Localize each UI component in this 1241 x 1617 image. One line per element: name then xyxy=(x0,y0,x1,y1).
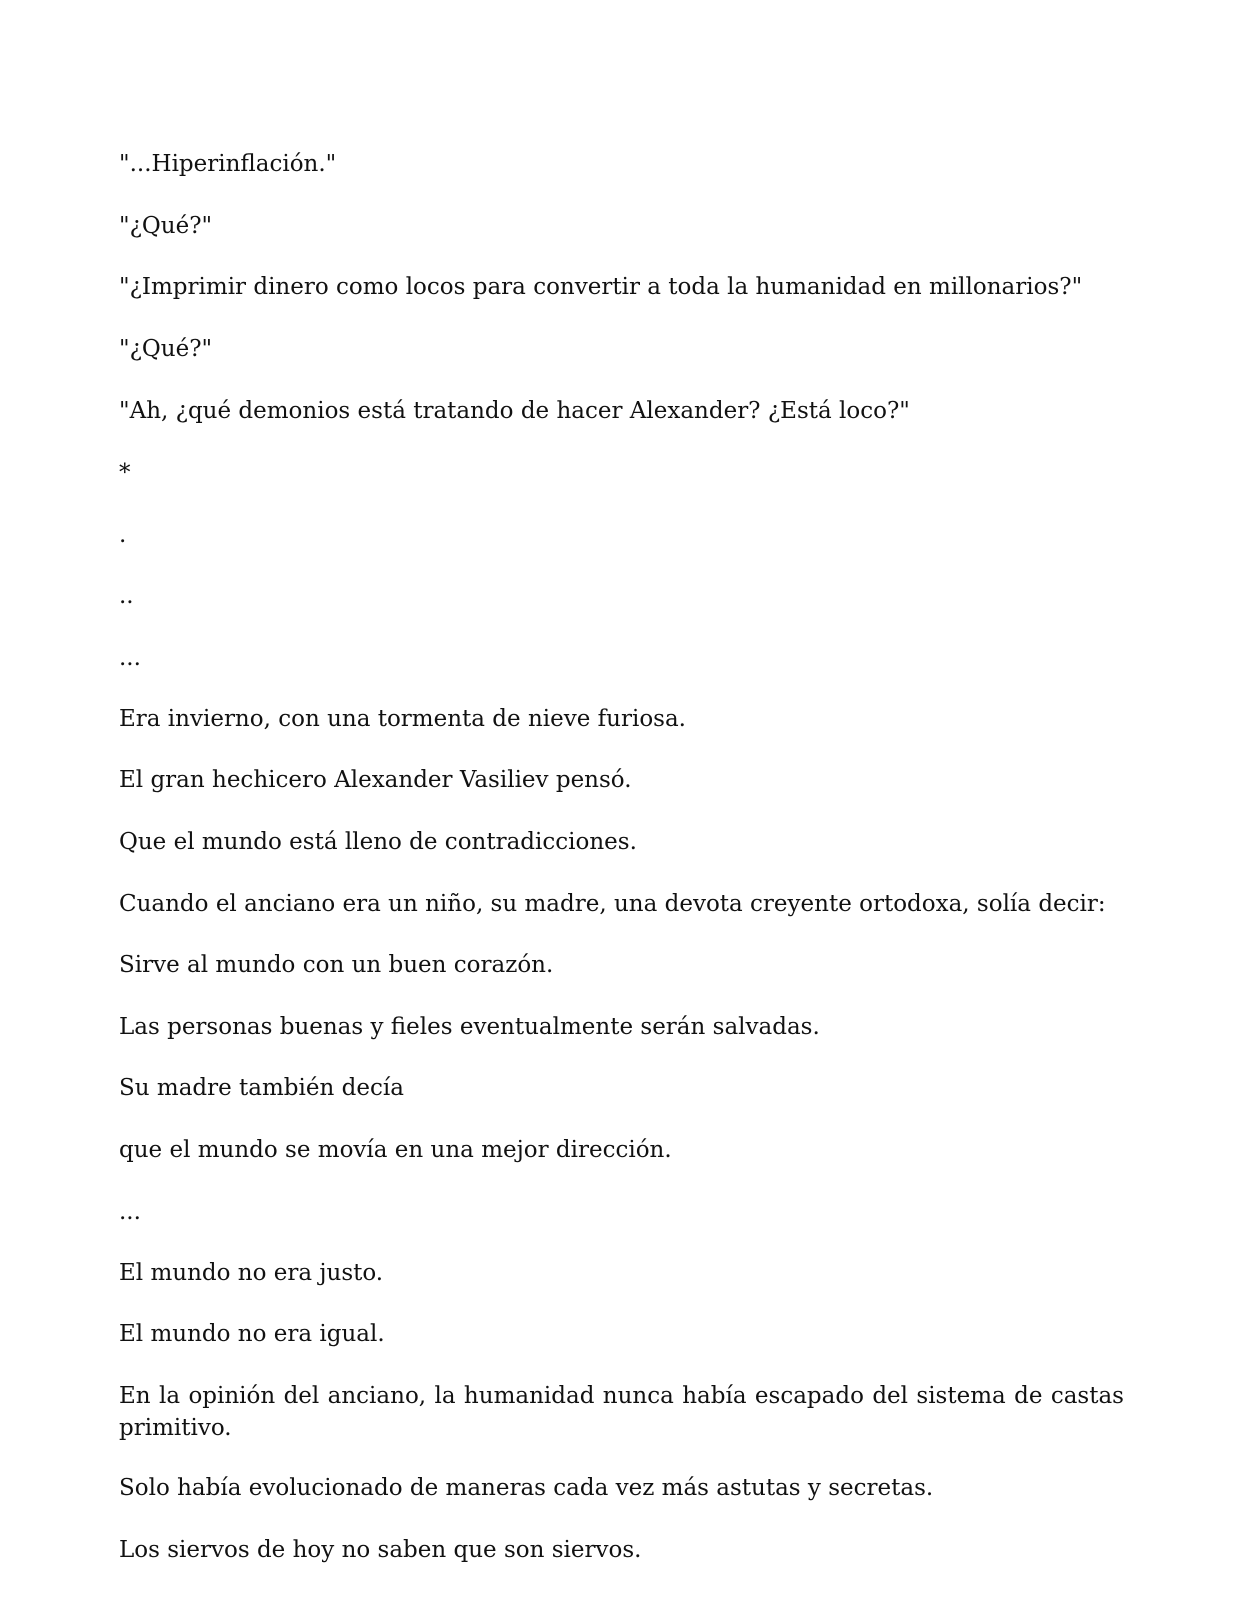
ellipsis-line: . xyxy=(119,522,127,548)
paragraph: "¿Qué?" xyxy=(119,213,213,239)
paragraph: El mundo no era igual. xyxy=(119,1321,385,1347)
paragraph: Su madre también decía xyxy=(119,1075,404,1101)
ellipsis-line: .. xyxy=(119,583,134,609)
paragraph: "...Hiperinflación." xyxy=(119,151,337,177)
ellipsis-line: ... xyxy=(119,645,141,671)
paragraph: Que el mundo está lleno de contradicciones. xyxy=(119,829,637,855)
paragraph: Solo había evolucionado de maneras cada vez más astutas y secretas. xyxy=(119,1475,934,1501)
paragraph: Cuando el anciano era un niño, su madre, una devota creyente ortodoxa, solía decir: xyxy=(119,891,1106,917)
paragraph: Era invierno, con una tormenta de nieve furiosa. xyxy=(119,706,686,732)
paragraph: Las personas buenas y fieles eventualmente serán salvadas. xyxy=(119,1014,820,1040)
paragraph: El mundo no era justo. xyxy=(119,1260,384,1286)
paragraph: El gran hechicero Alexander Vasiliev pensó. xyxy=(119,767,632,793)
paragraph: que el mundo se movía en una mejor dirección. xyxy=(119,1137,672,1163)
paragraph: "¿Qué?" xyxy=(119,336,213,362)
section-separator: * xyxy=(119,460,131,486)
paragraph: En la opinión del anciano, la humanidad nunca había escapado del sistema de castas primitivo. xyxy=(119,1383,1124,1441)
paragraph: Sirve al mundo con un buen corazón. xyxy=(119,952,554,978)
paragraph: "¿Imprimir dinero como locos para convertir a toda la humanidad en millonarios?" xyxy=(119,274,1083,300)
ellipsis-line: ... xyxy=(119,1199,141,1225)
paragraph: "Ah, ¿qué demonios está tratando de hacer Alexander? ¿Está loco?" xyxy=(119,398,910,424)
paragraph: Los siervos de hoy no saben que son siervos. xyxy=(119,1537,642,1563)
